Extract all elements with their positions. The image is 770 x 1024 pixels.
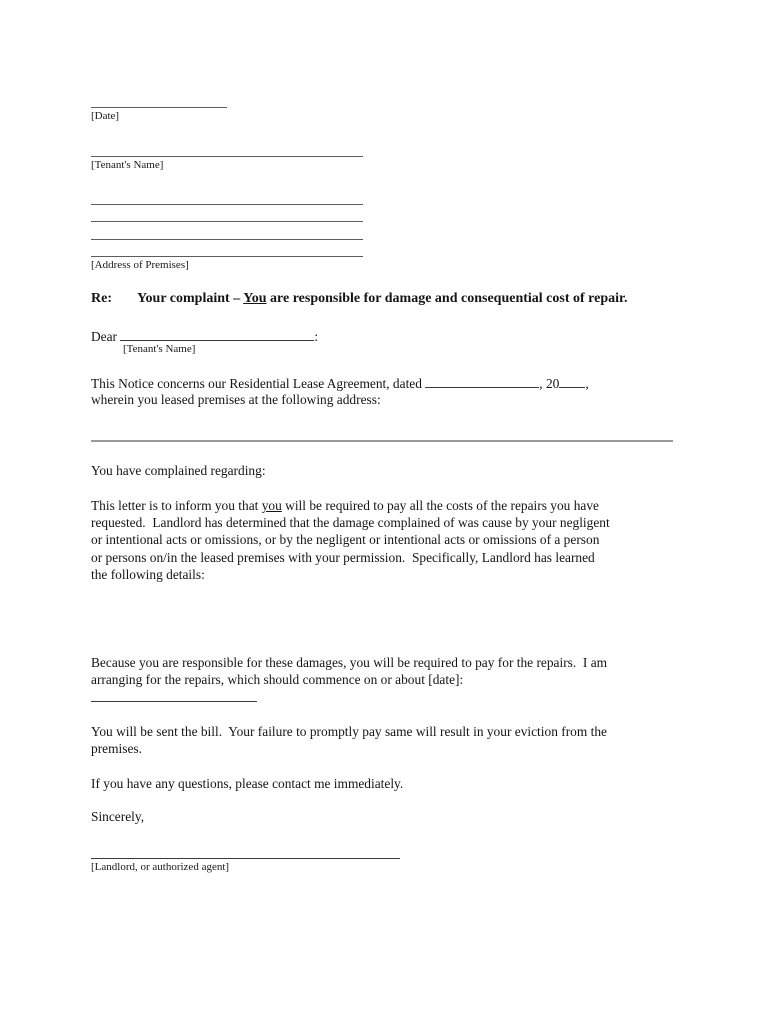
inform-paragraph-line-2: requested. Landlord has determined that the damage complained of was cause by your negligent [91,515,610,530]
tenant-name-inline-blank[interactable] [120,327,314,341]
inform-paragraph-line-1 [91,497,599,514]
questions-line: If you have any questions, please contact me immediately. [91,776,404,791]
address-blank-line-2[interactable] [91,221,363,222]
notice-line-1-pre: This Notice concerns our Residential Lease Agreement, dated [91,376,426,391]
bill-paragraph-line-1: You will be sent the bill. Your failure to promptly pay same will result in your eviction from the [91,724,607,739]
address-blank-line-3[interactable] [91,239,363,240]
tenant-name-blank-line[interactable] [91,156,363,157]
re-subject-text-before: Your complaint – [137,291,244,306]
inform-paragraph-line-5: the following details: [91,567,205,582]
premises-address-blank-rule[interactable] [91,440,673,442]
notice-line-2: wherein you leased premises at the following address: [91,392,381,407]
inform-paragraph-line-3: or intentional acts or omissions, or by the negligent or intentional acts or omissions of a person [91,532,600,547]
inform-you-underlined: you [261,498,282,513]
dear-text: Dear [91,329,121,344]
re-subject-text-after: are responsible for damage and consequential cost of repair. [266,291,628,306]
salutation-colon: : [314,329,319,344]
closing-sincerely: Sincerely, [91,809,145,824]
notice-line-1-mid: , 20 [539,376,560,391]
lease-date-blank[interactable] [425,374,539,388]
tenant-name-label: [Tenant's Name] [91,159,164,171]
lease-year-blank[interactable] [559,374,585,388]
re-subject-line [91,290,627,307]
signature-blank-line[interactable] [91,858,400,859]
bill-paragraph-line-2: premises. [91,741,142,756]
address-blank-line-4[interactable] [91,256,363,257]
date-label: [Date] [91,110,120,122]
re-prefix: Re: [91,291,112,306]
because-paragraph-line-1: Because you are responsible for these damages, you will be required to pay for the repairs. I am [91,655,608,670]
address-label: [Address of Premises] [91,259,189,271]
complaint-heading: You have complained regarding: [91,463,266,478]
re-you-underlined: You [243,291,267,306]
landlord-label: [Landlord, or authorized agent] [91,861,230,873]
because-paragraph-line-2: arranging for the repairs, which should commence on or about [date]: [91,672,464,687]
repair-date-blank-line[interactable] [91,701,257,702]
date-blank-line[interactable] [91,107,227,108]
tenant-name-sublabel: [Tenant's Name] [123,343,196,355]
notice-line-1 [91,374,589,392]
inform-line-1-post: will be required to pay all the costs of the repairs you have [281,498,599,513]
inform-line-1-pre: This letter is to inform you that [91,498,262,513]
address-blank-line-1[interactable] [91,204,363,205]
notice-line-1-post: , [585,376,589,391]
inform-paragraph-line-4: or persons on/in the leased premises with your permission. Specifically, Landlord has learned [91,550,595,565]
